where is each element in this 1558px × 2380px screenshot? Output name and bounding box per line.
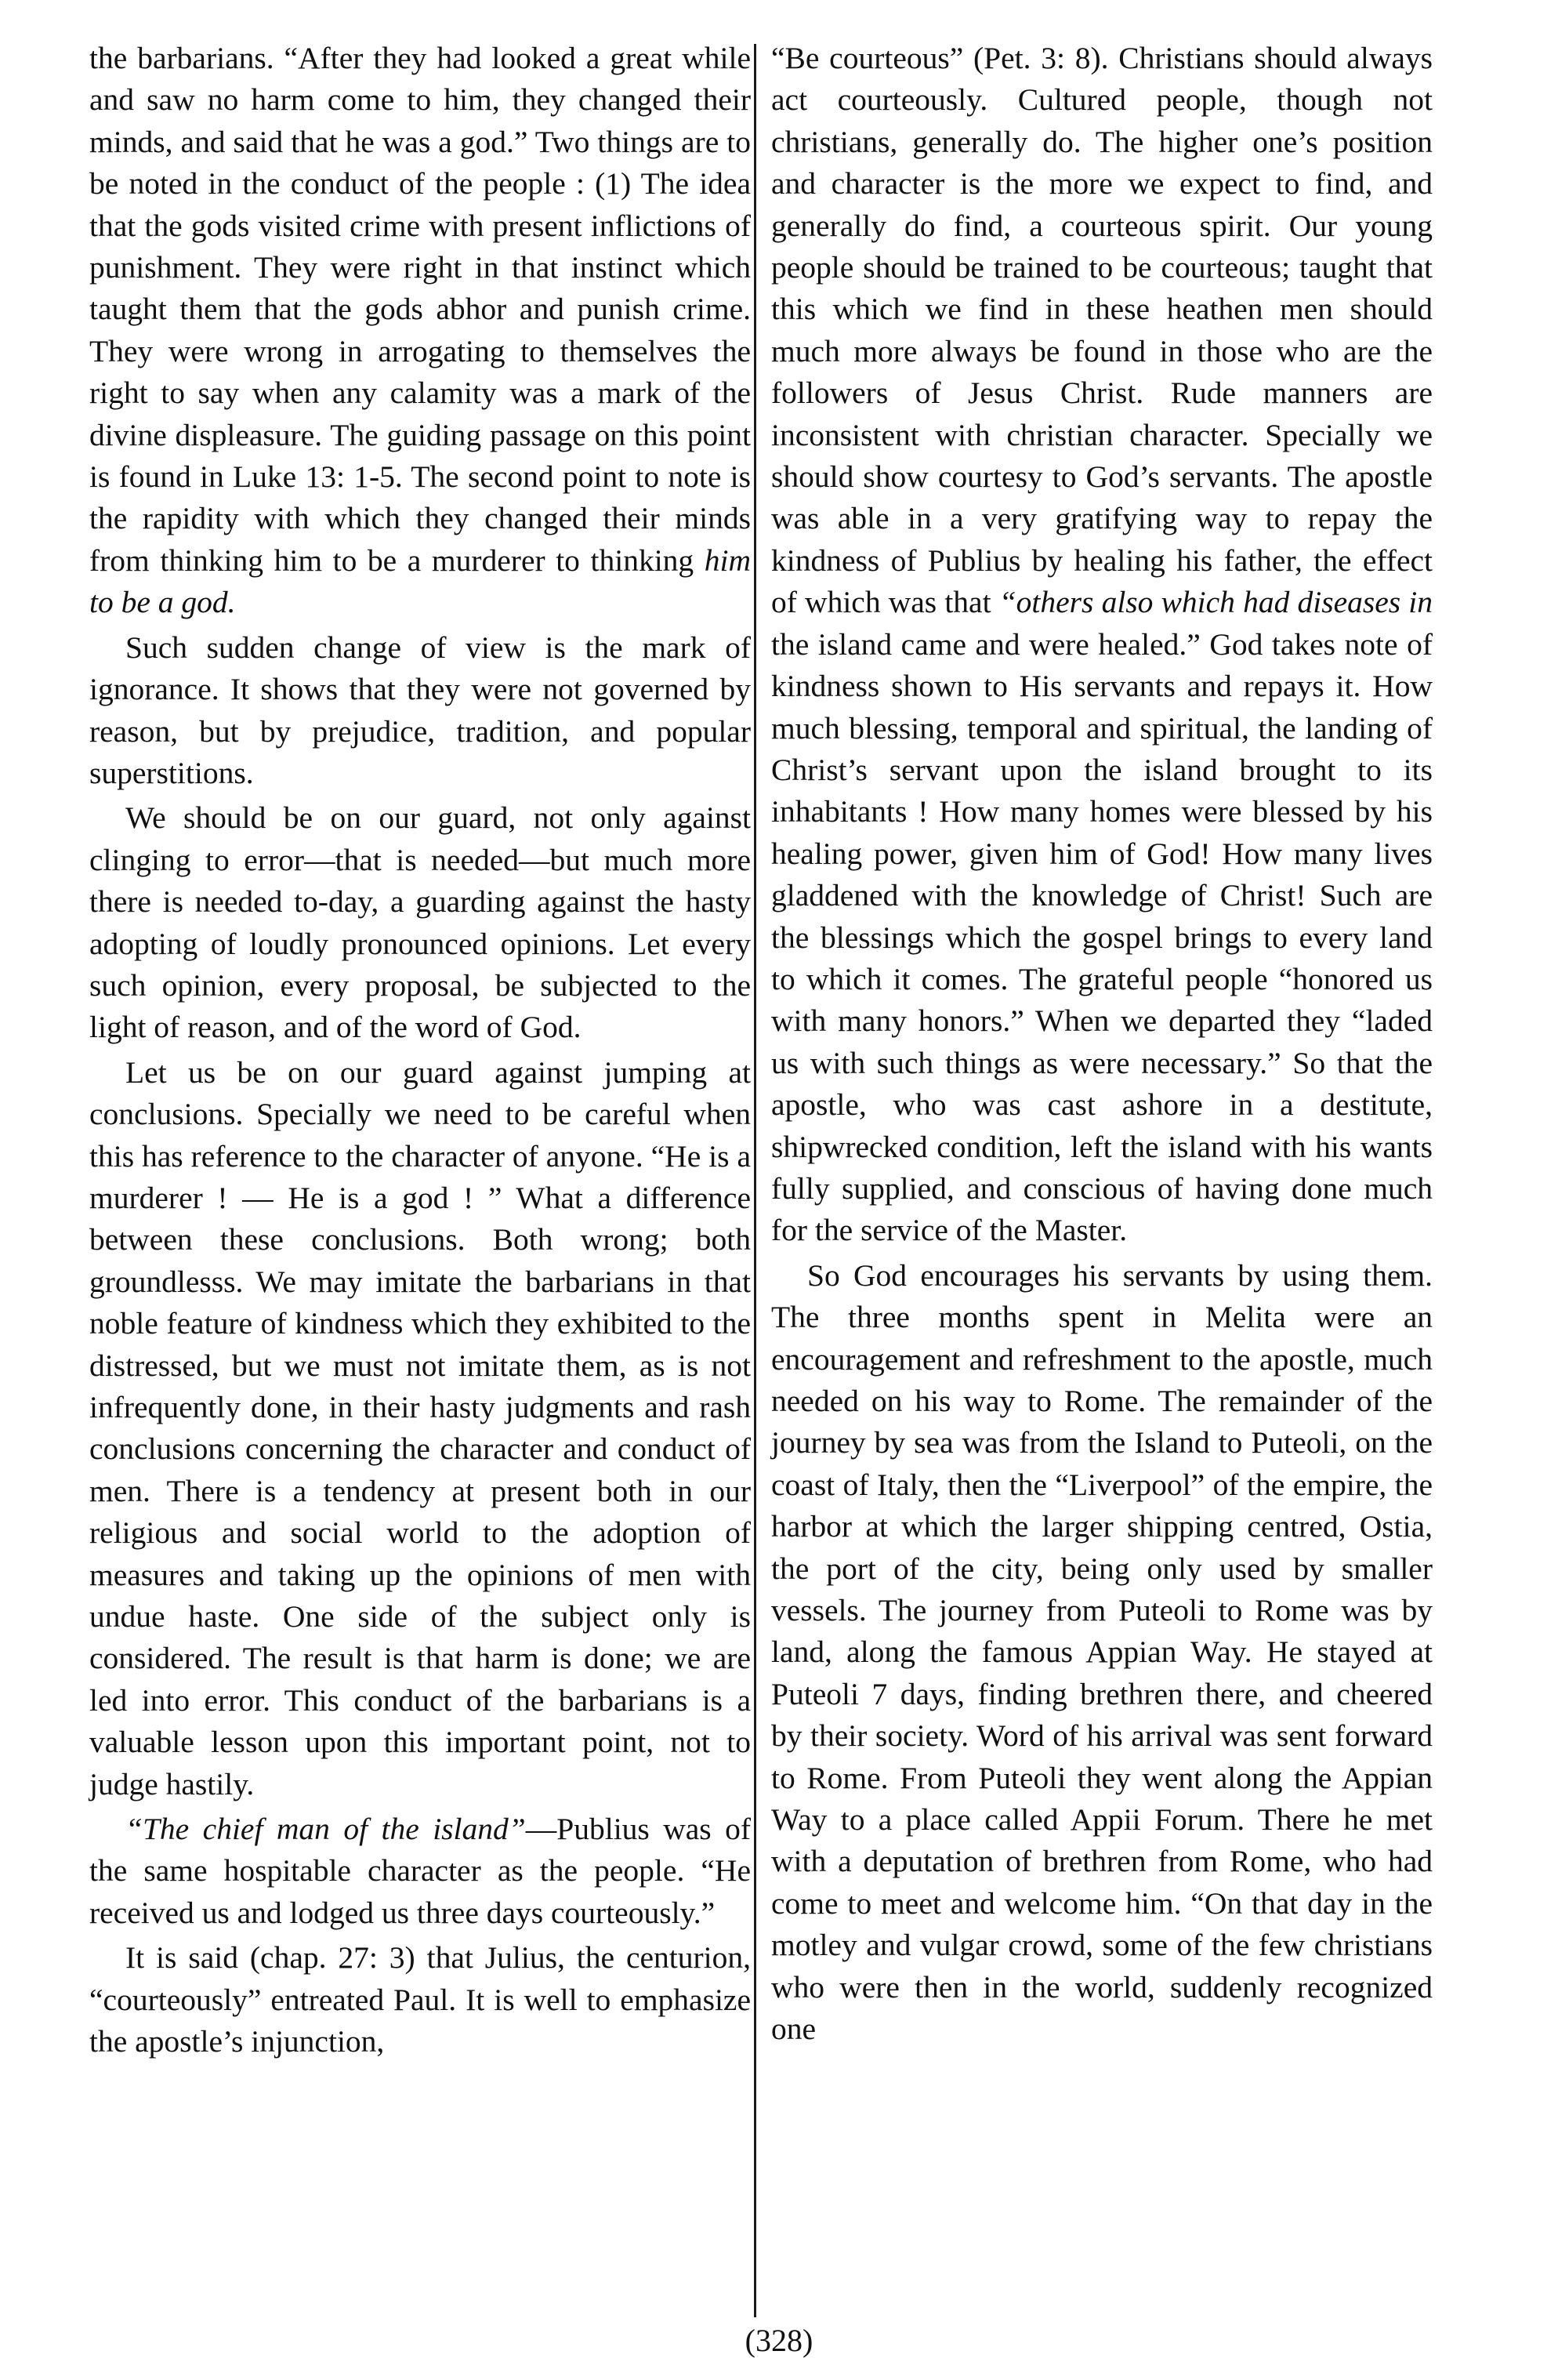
left-paragraph-5-italic: “The chief man of the island” bbox=[125, 1812, 526, 1847]
left-paragraph-1-text: the barbarians. “After they had looked a great while and saw no harm come to him, they changed their minds, and said that he was a god.” Two things are to be noted in the conduct of the people : (1) The idea that the gods visited crime with present inflictions of punishment. They were right in that instinct which taught them that the gods abhor and punish crime. They were wrong in arrogating to themselves the right to say when any calamity was a mark of the divine displeasure. The guiding passage on this point is found in Luke 13: 1-5. The second point to note is the rapidity with which they changed their minds from thinking him to be a murderer to thinking bbox=[89, 41, 751, 578]
column-divider bbox=[754, 44, 756, 2317]
right-column bbox=[771, 38, 1433, 2051]
right-paragraph-2: So God encourages his servants by using them. The three months spent in Melita were an encouragement and refreshment to the apostle, much needed on his way to Rome. The remainder of the journey by sea was from the Island to Puteoli, on the coast of Italy, then the “Liverpool” of the empire, the harbor at which the larger shipping centred, Ostia, the port of the city, being only used by smaller vessels. The journey from Puteoli to Rome was by land, along the famous Appian Way. He stayed at Puteoli 7 days, finding brethren there, and cheered by their society. Word of his arrival was sent forward to Rome. From Puteoli they went along the Appian Way to a place called Appii Forum. There he met with a deputation of brethren from Rome, who had come to meet and welcome him. “On that day in the motley and vulgar crowd, some of the few christians who were then in the world, suddenly recognized one bbox=[771, 1257, 1433, 2047]
left-paragraph-1 bbox=[89, 38, 751, 624]
right-paragraph-1 bbox=[771, 38, 1433, 1252]
left-paragraph-3: We should be on our guard, not only against clinging to error—that is needed—but much more there is needed to-day, a guarding against the hasty adopting of loudly pronounced opinions. Let every such opinion, every proposal, be subjected to the light of reason, and of the word of God. bbox=[89, 800, 751, 1045]
left-paragraph-1-italic: him to be a god. bbox=[89, 542, 752, 620]
left-paragraph-5 bbox=[89, 1809, 751, 1934]
left-paragraph-2: Such sudden change of view is the mark of ignorance. It shows that they were not governed by reason, but by prejudice, tradition, and popular superstitions. bbox=[89, 629, 751, 790]
left-paragraph-6: It is said (chap. 27: 3) that Julius, the centurion, “courteously” entreated Paul. It is well to emphasize the apostle’s injunction, bbox=[89, 1940, 751, 2059]
right-paragraph-1-italic: “others also which had diseases in bbox=[998, 585, 1433, 620]
right-paragraph-1-end: the island came and were healed.” God takes note of kindness shown to His servants and repays it. How much blessing, temporal and spiritual, the landing of Christ’s servant upon the island brought to its inhabitants ! How many homes were blessed by his healing power, given him of God! How many lives gladdened with the knowledge of Christ! Such are the blessings which the gospel brings to every land to which it comes. The grateful people “honored us with many honors.” When we departed they “laded us with such things as were necessary.” So that the apostle, who was cast ashore in a destitute, shipwrecked condition, left the island with his wants fully supplied, and conscious of having done much for the service of the Master. bbox=[771, 626, 1433, 1248]
right-paragraph-1-text: “Be courteous” (Pet. 3: 8). Christians should always act courteously. Cultured people, though not christians, generally do. The higher one’s position and character is the more we expect to find, and generally do find, a courteous spirit. Our young people should be trained to be courteous; taught that this which we find in these heathen men should much more always be found in those who are the followers of Jesus Christ. Rude manners are inconsistent with christian character. Specially we should show courtesy to God’s servants. The apostle was able in a very gratifying way to repay the kindness of Publius by healing his father, the effect of which was that bbox=[771, 41, 1433, 620]
left-paragraph-4: Let us be on our guard against jumping at conclusions. Specially we need to be careful when this has reference to the character of anyone. “He is a murderer ! — He is a god ! ” What a difference between these conclusions. Both wrong; both groundlesss. We may imitate the barbarians in that noble feature of kindness which they exhibited to the distressed, but we must not imitate them, as is not infrequently done, in their hasty judgments and rash conclusions concerning the character and conduct of men. There is a tendency at present both in our religious and social world to the adoption of measures and taking up the opinions of men with undue haste. One side of the subject only is considered. The result is that harm is done; we are led into error. This conduct of the barbarians is a valuable lesson upon this important point, not to judge hastily. bbox=[89, 1054, 751, 1801]
left-paragraph-5-text: —Publius was of the same hospitable character as the people. “He received us and lodged us three days courteously.” bbox=[89, 1812, 752, 1930]
page-number: (328) bbox=[745, 2323, 813, 2358]
left-column bbox=[89, 38, 751, 2063]
